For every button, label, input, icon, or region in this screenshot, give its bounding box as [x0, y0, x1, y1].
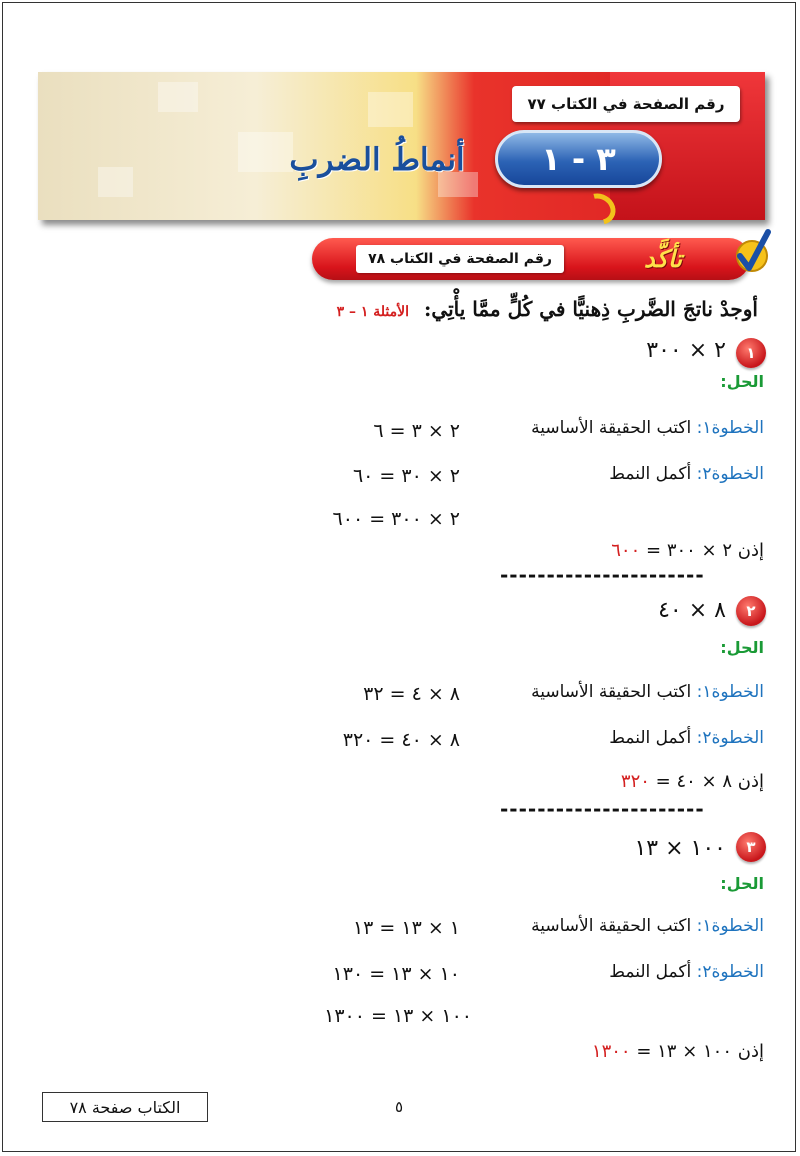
step-2-text: أكمل النمط: [609, 464, 692, 484]
checkmark-icon: [732, 226, 772, 276]
confirm-title: تأكَّد: [643, 244, 682, 273]
equation: ٢ × ٣٠٠ = ٦٠٠: [332, 508, 460, 530]
step-2-text: أكمل النمط: [609, 962, 692, 982]
step-2-text: أكمل النمط: [609, 728, 692, 748]
conclusion: [611, 540, 764, 561]
step-2: [609, 464, 764, 484]
book-page-label: رقم الصفحة في الكتاب ٧٧: [512, 86, 740, 122]
equation: ١٠٠ × ١٣ = ١٣٠٠: [324, 1005, 472, 1027]
step-1-text: اكتب الحقيقة الأساسية: [531, 682, 692, 702]
conclusion-text: إذن ٨ × ٤٠ =: [655, 771, 764, 792]
answer: ٦٠٠: [611, 540, 641, 561]
problem-number-badge: ٢: [736, 596, 766, 626]
step-2-label: الخطوة٢:: [696, 464, 764, 484]
lesson-number-badge: ٣ - ١: [495, 130, 662, 188]
instruction-text: أوجدْ ناتجَ الضَّربِ ذِهنيًّا في كُلٍّ ممَّا يأْتِي:: [424, 297, 758, 321]
equation: ٨ × ٤ = ٣٢: [363, 683, 460, 705]
step-1-text: اكتب الحقيقة الأساسية: [531, 916, 692, 936]
step-2-label: الخطوة٢:: [696, 728, 764, 748]
problem-expression: ٨ × ٤٠: [658, 598, 726, 623]
solution-label: الحل:: [720, 874, 764, 893]
step-1-label: الخطوة١:: [696, 916, 764, 936]
step-1-text: اكتب الحقيقة الأساسية: [531, 418, 692, 438]
equation: ٢ × ٣ = ٦: [373, 420, 460, 442]
problem-expression: ١٠٠ × ١٣: [634, 836, 726, 861]
answer: ٣٢٠: [620, 771, 650, 792]
step-2-label: الخطوة٢:: [696, 962, 764, 982]
equation: ١ × ١٣ = ١٣: [352, 917, 460, 939]
divider: ----------------------: [500, 797, 705, 821]
step-1: [531, 418, 764, 438]
conclusion-text: إذن ٢ × ٣٠٠ =: [646, 540, 764, 561]
step-1-label: الخطوة١:: [696, 682, 764, 702]
confirm-book-page-label: رقم الصفحة في الكتاب ٧٨: [356, 245, 564, 273]
conclusion: [592, 1041, 764, 1062]
equation: ٢ × ٣٠ = ٦٠: [352, 465, 460, 487]
equation: ٨ × ٤٠ = ٣٢٠: [342, 729, 460, 751]
footer-book-page: الكتاب صفحة ٧٨: [42, 1092, 208, 1122]
solution-label: الحل:: [720, 372, 764, 391]
problem-number-badge: ٣: [736, 832, 766, 862]
conclusion-text: إذن ١٠٠ × ١٣ =: [636, 1041, 764, 1062]
step-1: [531, 682, 764, 702]
problem-expression: ٢ × ٣٠٠: [646, 338, 726, 363]
step-2: [609, 962, 764, 982]
step-1-label: الخطوة١:: [696, 418, 764, 438]
conclusion: [621, 771, 764, 792]
equation: ١٠ × ١٣ = ١٣٠: [332, 963, 460, 985]
problem-number-badge: ١: [736, 338, 766, 368]
step-2: [609, 728, 764, 748]
solution-label: الحل:: [720, 638, 764, 657]
lesson-title: أنماطُ الضربِ: [289, 142, 465, 178]
page-number: ٥: [395, 1098, 404, 1116]
step-1: [531, 916, 764, 936]
answer: ١٣٠٠: [591, 1041, 631, 1062]
divider: ----------------------: [500, 563, 705, 587]
examples-reference: الأمثلة ١ – ٣: [336, 304, 410, 320]
exercise-instructions: [337, 297, 758, 321]
